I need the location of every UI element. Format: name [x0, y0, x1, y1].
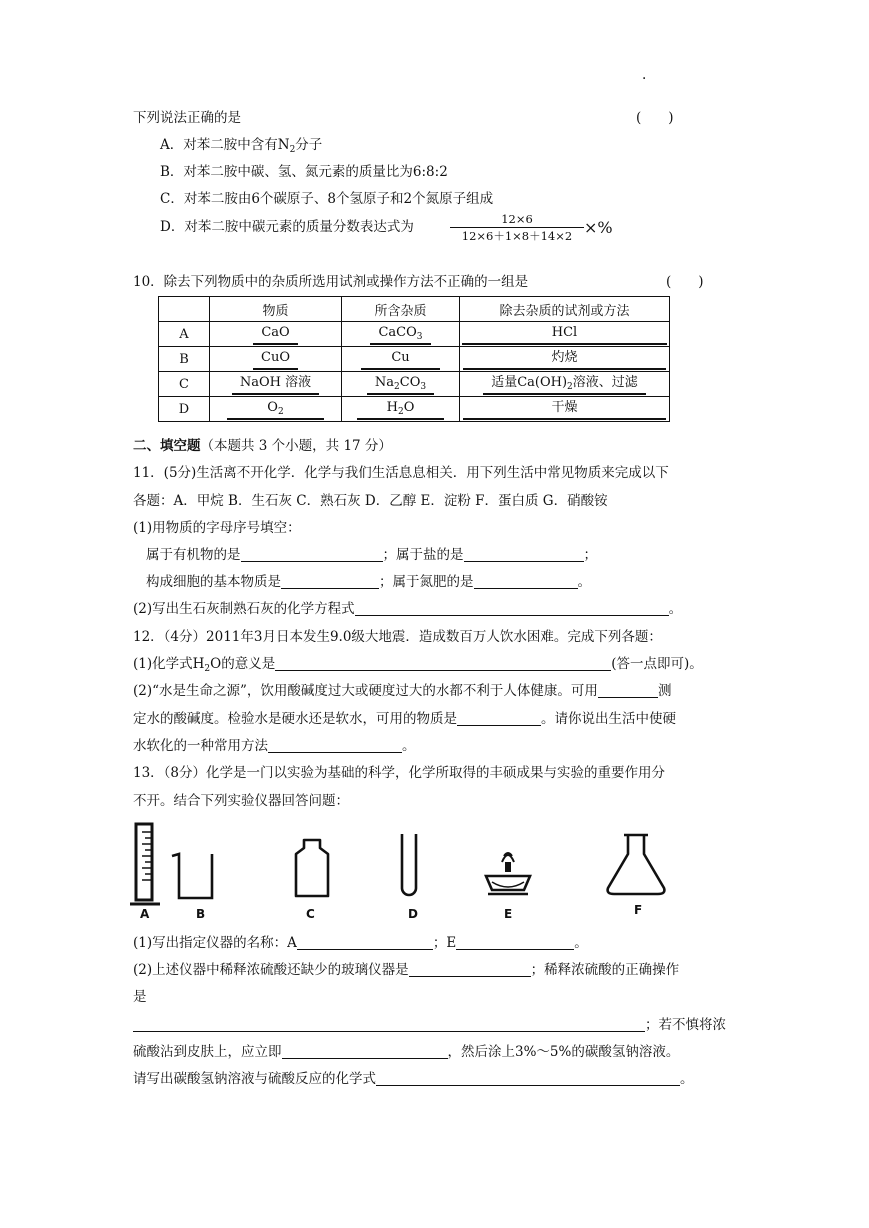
impurity-cell	[342, 372, 460, 397]
table-header-row	[159, 297, 670, 322]
q13-part5: 请写出碳酸氢钠溶液与硫酸反应的化学式 。	[133, 1071, 694, 1087]
blank-missing-glassware[interactable]	[409, 962, 531, 977]
apparatus-label-e: E	[504, 907, 513, 921]
q9-option-b: B．对苯二胺中碳、氢、氮元素的质量比为6:8:2	[160, 164, 448, 180]
method-cell	[460, 372, 670, 397]
substance: CuO	[253, 348, 298, 370]
fraction-numerator: 12×6	[450, 212, 584, 228]
impurity-cell	[342, 397, 460, 422]
impurity-cell	[342, 322, 460, 347]
q11-line1: 11．(5分)生活离不开化学．化学与我们生活息息相关．用下列生活中常见物质来完成以下	[133, 465, 669, 481]
substance: CaO	[253, 323, 297, 345]
impurity: CaCO$_3$	[370, 323, 430, 345]
row-label: B	[159, 347, 210, 372]
q11-line2: 各题：A．甲烷 B．生石灰 C．熟石灰 D．乙醇 E．淀粉 F．蛋白质 G．硝酸铵	[133, 493, 608, 509]
substance-cell	[210, 322, 342, 347]
q12-line3: (2)“水是生命之源”，饮用酸碱度过大或硬度过大的水都不利于人体健康。可用 测	[133, 683, 672, 699]
blank-hard-water-test[interactable]	[457, 711, 541, 726]
q12-line1: 12．（4分）2011年3月日本发生9.0级大地震．造成数百万人饮水困难。完成下列各题：	[133, 629, 662, 645]
row-label: A	[159, 322, 210, 347]
q11-line5: 构成细胞的基本物质是 ；属于氮肥的是 。	[146, 574, 591, 590]
q13-part1: (1)写出指定仪器的名称：A ；E 。	[133, 935, 588, 951]
method: 适量$Ca(OH)_2$溶液、过滤	[483, 373, 646, 395]
blank-apparatus-e[interactable]	[456, 935, 574, 950]
method: 灼烧	[463, 348, 665, 370]
substance-cell	[210, 372, 342, 397]
blank-softening-method[interactable]	[268, 738, 402, 753]
test-tube-icon	[398, 832, 420, 898]
q10-answer-paren: ( )	[666, 274, 704, 290]
blank-cell-substance[interactable]	[281, 574, 379, 589]
wide-mouth-bottle-icon	[290, 838, 334, 900]
table-row	[159, 322, 670, 347]
method-cell	[460, 397, 670, 422]
apparatus-label-a: A	[140, 907, 150, 921]
purification-table	[158, 296, 670, 422]
impurity-cell	[342, 347, 460, 372]
impurity: Cu	[361, 348, 439, 370]
table-row	[159, 397, 670, 422]
q11-line3: (1)用物质的字母序号填空：	[133, 520, 301, 536]
q12-line2: (1)化学式$H_2O$的意义是 (答一点即可)。	[133, 656, 703, 674]
q13-part2-cont: 是	[133, 989, 147, 1005]
q9-stem: 下列说法正确的是	[133, 110, 241, 126]
fraction-denominator: 12×6＋1×8＋14×2	[461, 229, 573, 243]
method-cell	[460, 322, 670, 347]
graduated-cylinder-icon	[130, 820, 166, 908]
substance: NaOH 溶液	[232, 373, 319, 395]
q13-part3: ；若不慎将浓	[133, 1016, 726, 1034]
table-header-cell	[159, 297, 210, 322]
method: 干燥	[463, 398, 665, 420]
blank-apparatus-a[interactable]	[297, 935, 433, 950]
conical-flask-icon	[602, 832, 670, 898]
table-header-cell: 除去杂质的试剂或方法	[460, 297, 670, 322]
apparatus-label-f: F	[634, 903, 643, 917]
q10-stem: 10．除去下列物质中的杂质所选用试剂或操作方法不正确的一组是	[133, 274, 529, 290]
q11-line6: (2)写出生石灰制熟石灰的化学方程式 。	[133, 601, 683, 617]
substance-cell	[210, 347, 342, 372]
substance: $O_2$	[227, 398, 323, 420]
table-header-cell: 所含杂质	[342, 297, 460, 322]
q13-line1: 13．（8分）化学是一门以实验为基础的科学，化学所取得的丰硕成果与实验的重要作用分	[133, 765, 666, 781]
q9-option-a: A．对苯二胺中含有$N_2$分子	[160, 137, 323, 155]
blank-ph-measure[interactable]	[598, 683, 658, 698]
table-row	[159, 347, 670, 372]
blank-reaction-formula[interactable]	[376, 1071, 680, 1086]
q11-line4: 属于有机物的是 ；属于盐的是 ；	[146, 547, 597, 563]
q13-line2: 不开。结合下列实验仪器回答问题：	[133, 793, 349, 809]
substance-cell	[210, 397, 342, 422]
row-label: C	[159, 372, 210, 397]
percent-sign: ×%	[584, 218, 613, 237]
row-label: D	[159, 397, 210, 422]
q9-option-d: D．对苯二胺中碳元素的质量分数表达式为	[160, 219, 414, 235]
alcohol-lamp-icon	[482, 848, 534, 898]
q12-line5: 水软化的一种常用方法 。	[133, 738, 416, 754]
q9-option-c: C．对苯二胺由6个碳原子、8个氢原子和2个氮原子组成	[160, 191, 494, 207]
method: HCl	[462, 323, 667, 345]
blank-dilution-procedure[interactable]	[133, 1017, 645, 1032]
beaker-icon	[170, 850, 216, 902]
blank-nitrogen-fertilizer[interactable]	[474, 574, 578, 589]
blank-organic[interactable]	[241, 547, 383, 562]
blank-first-aid[interactable]	[282, 1044, 448, 1059]
q13-part2: (2)上述仪器中稀释浓硫酸还缺少的玻璃仪器是 ；稀释浓硫酸的正确操作	[133, 962, 680, 978]
apparatus-label-d: D	[408, 907, 418, 921]
q12-line4: 定水的酸碱度。检验水是硬水还是软水，可用的物质是 。请你说出生活中使硬	[133, 711, 676, 727]
q9-answer-paren: ( )	[636, 110, 674, 126]
section-heading: 二、填空题（本题共 3 个小题，共 17 分）	[133, 438, 392, 454]
apparatus-label-b: B	[196, 907, 206, 921]
q13-part4: 硫酸沾到皮肤上，应立即 ，然后涂上3%～5%的碳酸氢钠溶液。	[133, 1044, 680, 1060]
table-row	[159, 372, 670, 397]
mass-fraction-formula	[450, 212, 584, 244]
impurity: $H_2O$	[357, 398, 445, 420]
method-cell	[460, 347, 670, 372]
apparatus-label-c: C	[306, 907, 315, 921]
blank-salt[interactable]	[464, 547, 584, 562]
corner-dot: .	[642, 67, 647, 83]
impurity: $Na_2CO_3$	[367, 373, 434, 395]
blank-formula-meaning[interactable]	[275, 656, 611, 671]
table-header-cell: 物质	[210, 297, 342, 322]
blank-equation[interactable]	[355, 601, 669, 616]
